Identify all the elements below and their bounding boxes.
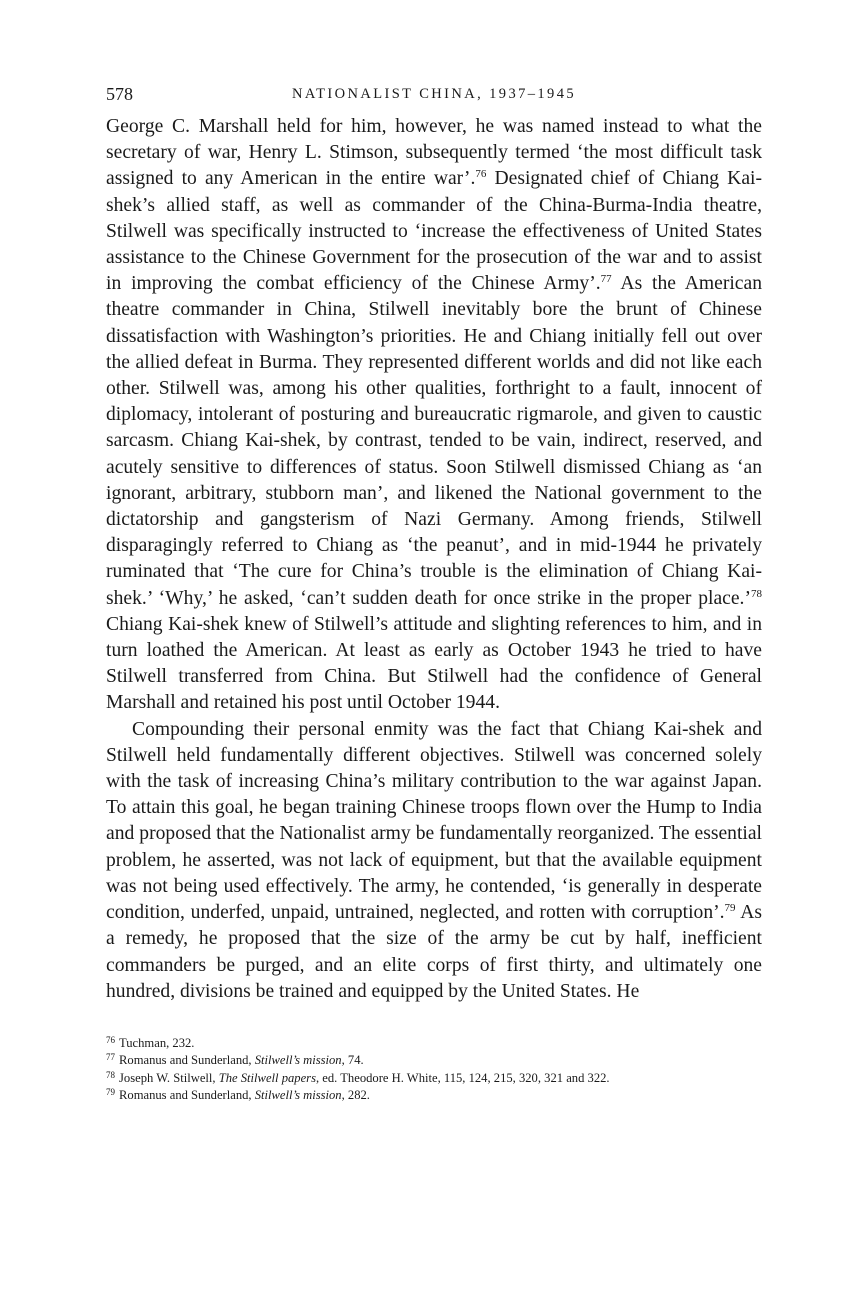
- running-head: [106, 84, 762, 114]
- work-title: The Stilwell papers: [218, 1070, 316, 1085]
- text-run: , 282.: [341, 1088, 370, 1103]
- running-title: NATIONALIST CHINA, 1937–1945: [291, 86, 577, 102]
- footnote-ref: 76: [475, 168, 487, 181]
- footnote: [106, 1035, 762, 1053]
- footnote-number: 78: [106, 1069, 115, 1080]
- footnote-number: 76: [106, 1034, 115, 1045]
- text-run: As a remedy, he proposed that the size of the army be cut by half, inefficient commanders be purged, and an elite corps of first thirty, and ultimately one hundred, divisions be trained and equipped by the United States. He: [106, 902, 763, 1002]
- text-run: Romanus and Sunderland,: [119, 1053, 255, 1068]
- text-run: Designated chief of Chiang Kai-shek’s allied staff, as well as commander of the China-Burma-India theatre, Stilwell was specifically instructed to ‘increase the effectiveness of United States assistance to the Chinese Government for the prosecution of the war and to assist in improving the combat efficiency of the Chinese Army’.: [106, 168, 763, 295]
- footnote-ref: 77: [600, 273, 612, 286]
- footnotes: [106, 1035, 762, 1105]
- text-run: George C. Marshall held for him, however, he was named instead to what the secretary of war, Henry L. Stimson, subsequently termed ‘the most difficult task assigned to any American in the entire war’.: [106, 116, 762, 190]
- text-run: Joseph W. Stilwell,: [119, 1070, 219, 1085]
- work-title: Stilwell’s mission: [254, 1053, 342, 1068]
- footnote-ref: 78: [751, 587, 762, 600]
- book-page: [106, 84, 762, 1105]
- footnote-number: 77: [106, 1052, 115, 1063]
- paragraph: [106, 114, 762, 717]
- text-run: Chiang Kai-shek knew of Stilwell’s attitude and slighting references to him, and in turn loathed the American. At least as early as October 1943 he tried to have Stilwell transferred from China. But Stilwell had the confidence of General Marshall and retained his post until October 1944.: [106, 613, 762, 714]
- text-run: Tuchman, 232.: [119, 1035, 195, 1050]
- body-text: [106, 114, 762, 1005]
- footnote: [106, 1087, 762, 1105]
- page-number: 578: [106, 84, 133, 104]
- work-title: Stilwell’s mission: [254, 1088, 342, 1103]
- footnote-number: 79: [106, 1087, 115, 1098]
- text-run: , ed. Theodore H. White, 115, 124, 215, 320, 321 and 322.: [315, 1070, 610, 1085]
- footnote-ref: 79: [724, 902, 736, 915]
- text-run: Compounding their personal enmity was the fact that Chiang Kai-shek and Stilwell held fundamentally different objectives. Stilwell was concerned solely with the task of increasing China’s military contribution to the war against Japan. To attain this goal, he began training Chinese troops flown over the Hump to India and proposed that the Nationalist army be fundamentally reorganized. The essential problem, he asserted, was not lack of equipment, but that the available equipment was not being used effectively. The army, he contended, ‘is generally in desperate condition, underfed, unpaid, untrained, neglected, and rotten with corruption’.: [106, 718, 762, 924]
- text-run: Romanus and Sunderland,: [119, 1088, 255, 1103]
- text-run: , 74.: [341, 1053, 364, 1068]
- paragraph: [106, 717, 762, 1005]
- footnote: [106, 1052, 762, 1070]
- text-run: As the American theatre commander in China, Stilwell inevitably bore the brunt of Chinese dissatisfaction with Washington’s priorities. He and Chiang initially fell out over the allied defeat in Burma. They represented different worlds and did not like each other. Stilwell was, among his other qualities, forthright to a fault, innocent of diplomacy, intolerant of posturing and bureaucratic rigmarole, and given to caustic sarcasm. Chiang Kai-shek, by contrast, tended to be vain, indirect, reserved, and acutely sensitive to differences of status. Soon Stilwell dismissed Chiang as ‘an ignorant, arbitrary, stubborn man’, and likened the National government to the dictatorship and gangsterism of Nazi Germany. Among friends, Stilwell disparagingly referred to Chiang as ‘the peanut’, and in mid-1944 he privately ruminated that ‘The cure for China’s trouble is the elimination of Chiang Kai-shek.’ ‘Why,’ he asked, ‘can’t sudden death for once strike in the proper place.’: [106, 273, 762, 609]
- footnote: [106, 1070, 762, 1088]
